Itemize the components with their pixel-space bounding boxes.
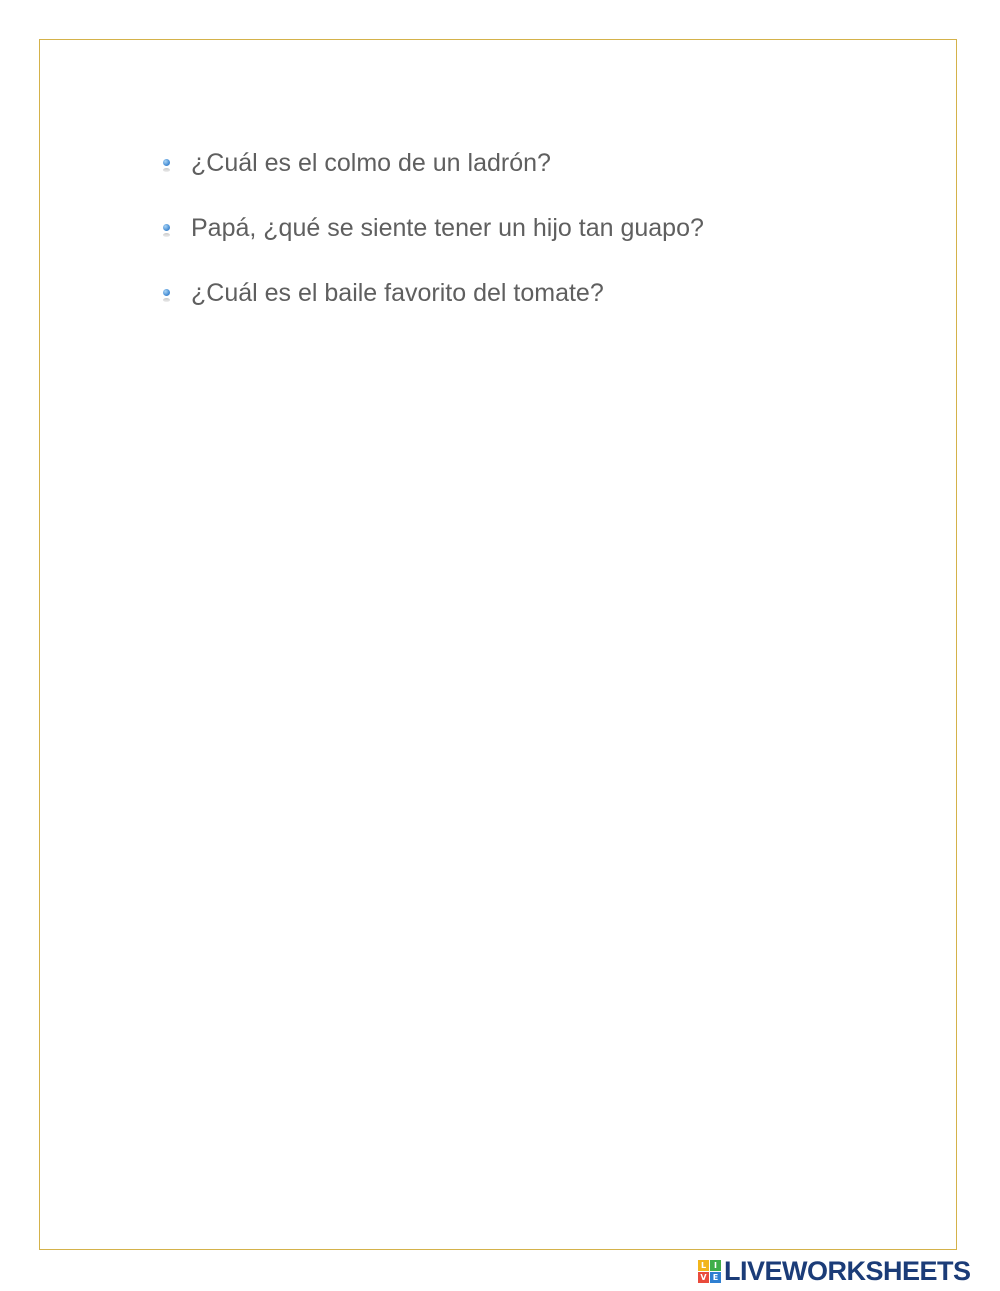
- liveworksheets-brand: [698, 1256, 971, 1286]
- bullet-icon: [160, 218, 174, 242]
- question-item-3: [160, 275, 704, 340]
- question-text: Papá, ¿qué se siente tener un hijo tan guapo?: [191, 214, 704, 242]
- question-item-2: [160, 210, 704, 275]
- question-list: [160, 145, 704, 340]
- logo-tile-l: L: [698, 1260, 709, 1271]
- question-text: ¿Cuál es el baile favorito del tomate?: [191, 279, 604, 307]
- liveworksheets-logo-icon: [698, 1260, 721, 1283]
- logo-tile-v: V: [698, 1272, 709, 1283]
- bullet-icon: [160, 283, 174, 307]
- bullet-icon: [160, 153, 174, 177]
- question-item-1: [160, 145, 704, 210]
- brand-wordmark: LIVEWORKSHEETS: [724, 1255, 971, 1286]
- question-text: ¿Cuál es el colmo de un ladrón?: [191, 149, 551, 177]
- logo-tile-e: E: [710, 1272, 721, 1283]
- logo-tile-i: I: [710, 1260, 721, 1271]
